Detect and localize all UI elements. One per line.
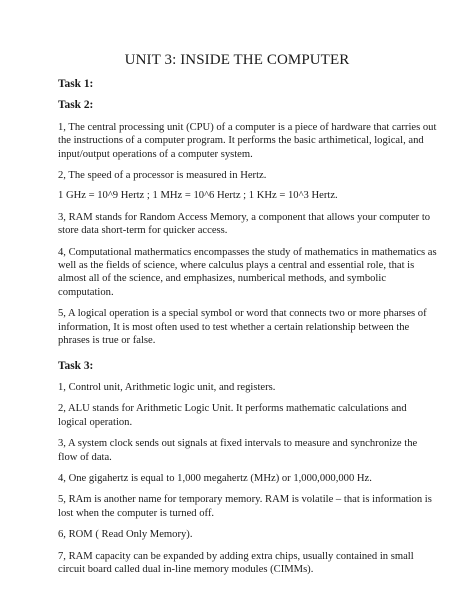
task3-item-6: 6, ROM ( Read Only Memory).	[58, 529, 193, 541]
task3-item-7: 7, RAM capacity can be expanded by adding extra chips, usually contained in small circuit board called dual in-line memory modules (CIMMs).	[58, 550, 414, 575]
page-title: UNIT 3: INSIDE THE COMPUTER	[124, 52, 350, 68]
task2-item-3: 3, RAM stands for Random Access Memory, a component that allows your computer to store data short-term for quicker access.	[58, 211, 431, 237]
task3-item-5: 5, RAm is another name for temporary memory. RAM is volatile – that is information is lost when the computer is turned off.	[58, 494, 432, 519]
task3-item-4: 4, One gigahertz is equal to 1,000 megahertz (MHz) or 1,000,000,000 Hz.	[58, 472, 372, 484]
task3-item-3: 3, A system clock sends out signals at fixed intervals to measure and synchronize the flow of data.	[58, 438, 418, 463]
task2-item-1: 1, The central processing unit (CPU) of a computer is a piece of hardware that carries out the instructions of a computer program. It performs the basic arthimetical, logical, and input/output operations of a computer system.	[58, 121, 437, 160]
task3-item-1: 1, Control unit, Arithmetic logic unit, and registers.	[58, 381, 276, 393]
task2-item-5: 5, A logical operation is a special symbol or word that connects two or more pharses of information, It is most often used to test whether a certain relationship between the phrases is true or false.	[58, 308, 427, 347]
task3-item-2: 2, ALU stands for Arithmetic Logic Unit. It performs mathematic calculations and logical operation.	[58, 403, 407, 428]
task1-heading: Task 1:	[58, 78, 94, 90]
task2-item-2: 2, The speed of a processor is measured in Hertz.	[58, 170, 267, 182]
task2-item-4: 4, Computational mathermatics encompasses the study of mathematics in mathematics as well as the fields of science, where calculus plays a central and essential role, that is almost all of the science, and emphasizes, numberical methods, and symbolic computation.	[58, 246, 437, 298]
task3-heading: Task 3:	[58, 359, 94, 372]
document-body	[58, 78, 438, 584]
task2-item-units: 1 GHz = 10^9 Hertz ; 1 MHz = 10^6 Hertz ; 1 KHz = 10^3 Hertz.	[58, 190, 338, 202]
task2-heading: Task 2:	[58, 99, 94, 112]
